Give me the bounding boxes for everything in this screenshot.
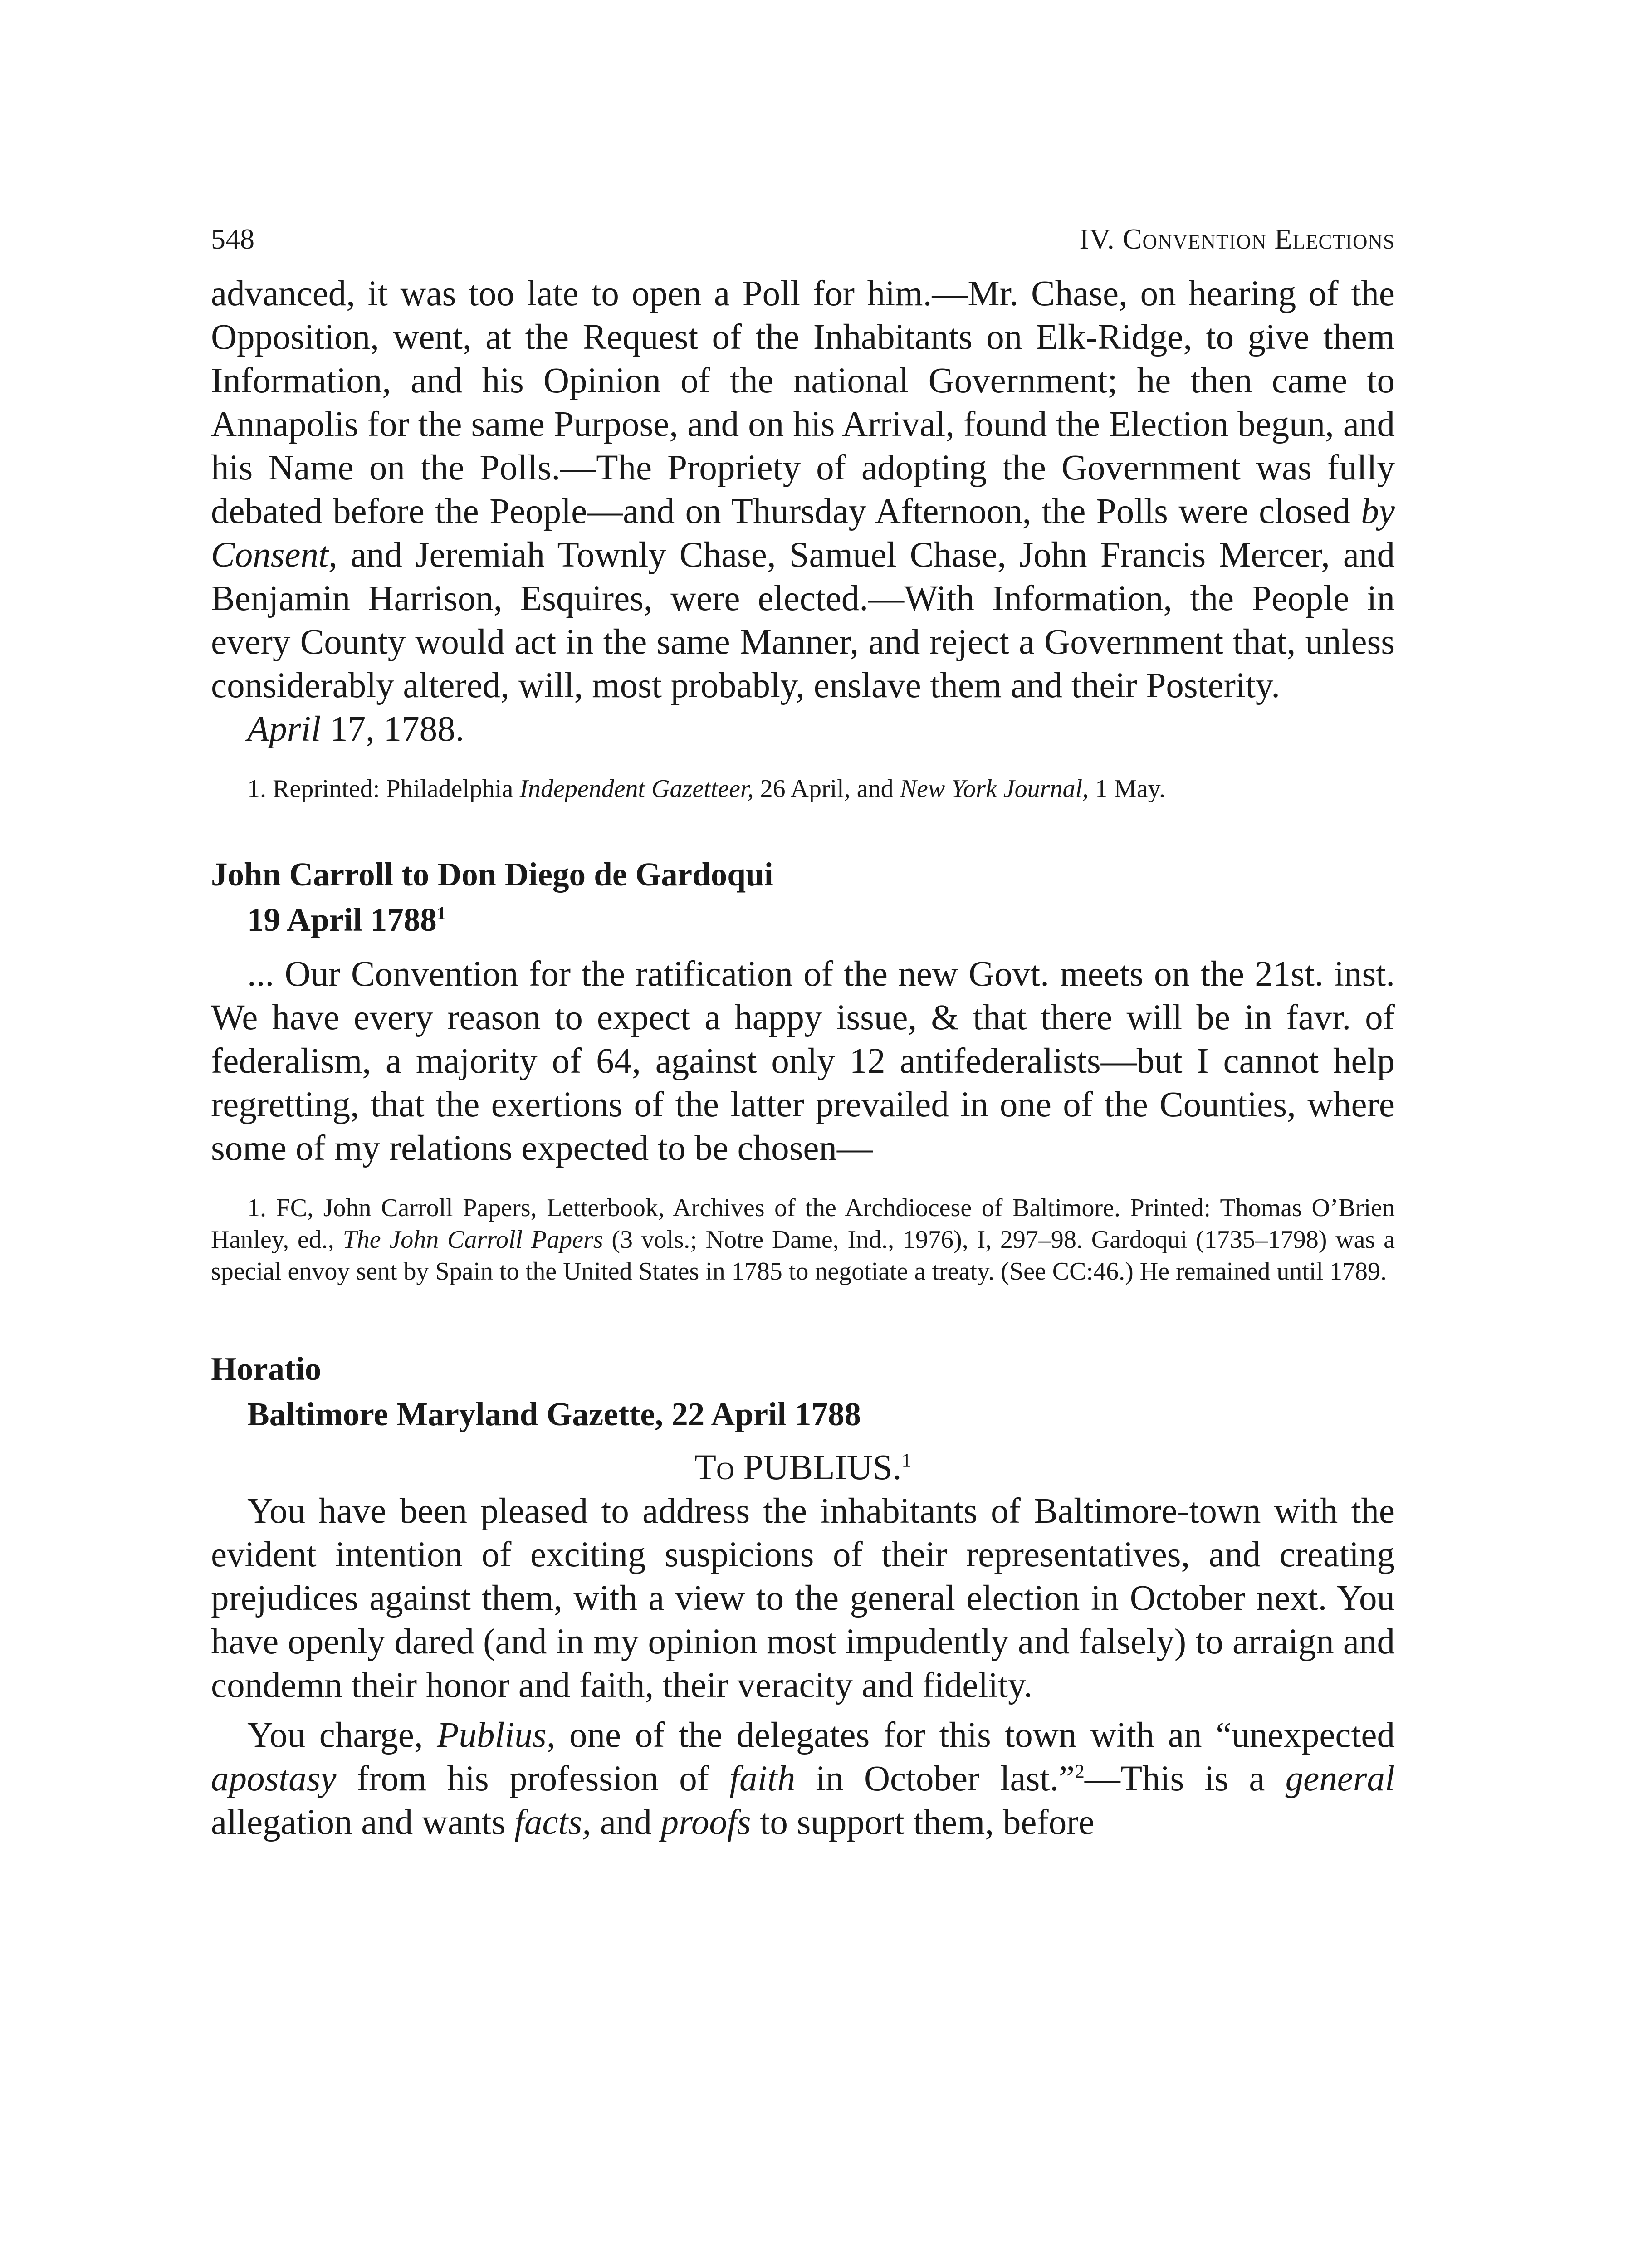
carroll-heading: John Carroll to Don Diego de Gardoqui: [211, 856, 773, 893]
address-line: To PUBLIUS.$^1$: [694, 1448, 912, 1487]
dateline: April 17, 1788.: [247, 709, 464, 749]
page-number: 548: [211, 223, 254, 255]
document-page: [211, 222, 1395, 1844]
footnote-ref: 1: [901, 1449, 912, 1471]
section-title: IV. Convention Elections: [1079, 223, 1395, 255]
footnote-ref: 2: [1075, 1760, 1085, 1783]
italic-phrase: by Consent,: [211, 492, 1395, 575]
horatio-paragraph-1: You have been pleased to address the inhabitants of Baltimore-town with the evident intention of exciting suspicions of their representatives, and creating prejudices against them, with a view to the general election in October next. You have openly dared (and in my opinion most impudently and falsely) to arraign and condemn their honor and faith, their veracity and fidelity.: [211, 1491, 1395, 1705]
carroll-date: 19 April 1788$^1$: [247, 901, 446, 938]
footnote-reprinted: 1. Reprinted: Philadelphia Independent Gazetteer, 26 April, and New York Journal, 1 May.: [247, 775, 1166, 803]
horatio-source: Baltimore Maryland Gazette, 22 April 1788: [247, 1396, 861, 1432]
footnote-ref: 1: [436, 903, 446, 924]
continued-paragraph: advanced, it was too late to open a Poll for him.—Mr. Chase, on hearing of the Opposition, went, at the Request of the Inhabitants on Elk-Ridge, to give them Information, and his Opinion of the national Government; he then came to Annapolis for the same Purpose, and on his Arrival, found the Election begun, and his Name on the Polls.—The Propriety of adopting the Government was fully debated before the People—and on Thursday Afternoon, the Polls were closed by Consent, and Jeremiah Townly Chase, Samuel Chase, John Francis Mercer, and Benjamin Harrison, Esquires, were elected.—With Information, the People in every County would act in the same Manner, and reject a Government that, unless considerably altered, will, most probably, enslave them and their Posterity.: [211, 274, 1395, 705]
horatio-paragraph-2: You charge, Publius, one of the delegates for this town with an “unexpected apostasy from his profession of faith in October last.”$^2$—This is a general allegation and wants facts, and proofs to support them, before: [211, 1716, 1395, 1842]
running-head: [211, 222, 1395, 272]
horatio-heading: Horatio: [211, 1350, 322, 1387]
carroll-letter-body: ... Our Convention for the ratification of the new Govt. meets on the 21st. inst. We have every reason to expect a happy issue, & that there will be in favr. of federalism, a majority of 64, against only 12 antifederalists—but I cannot help regretting, that the exertions of the latter prevailed in one of the Counties, where some of my relations expected to be chosen—: [211, 954, 1395, 1168]
carroll-footnote: 1. FC, John Carroll Papers, Letterbook, Archives of the Archdiocese of Baltimore. Printed: Thomas O’Brien Hanley, ed., The John Carroll Papers (3 vols.; Notre Dame, Ind., 1976), I, 297–98. Gardoqui (1735–1798) was a special envoy sent by Spain to the United States in 1785 to negotiate a treaty. (See CC:46.) He remained until 1789.: [211, 1194, 1395, 1286]
